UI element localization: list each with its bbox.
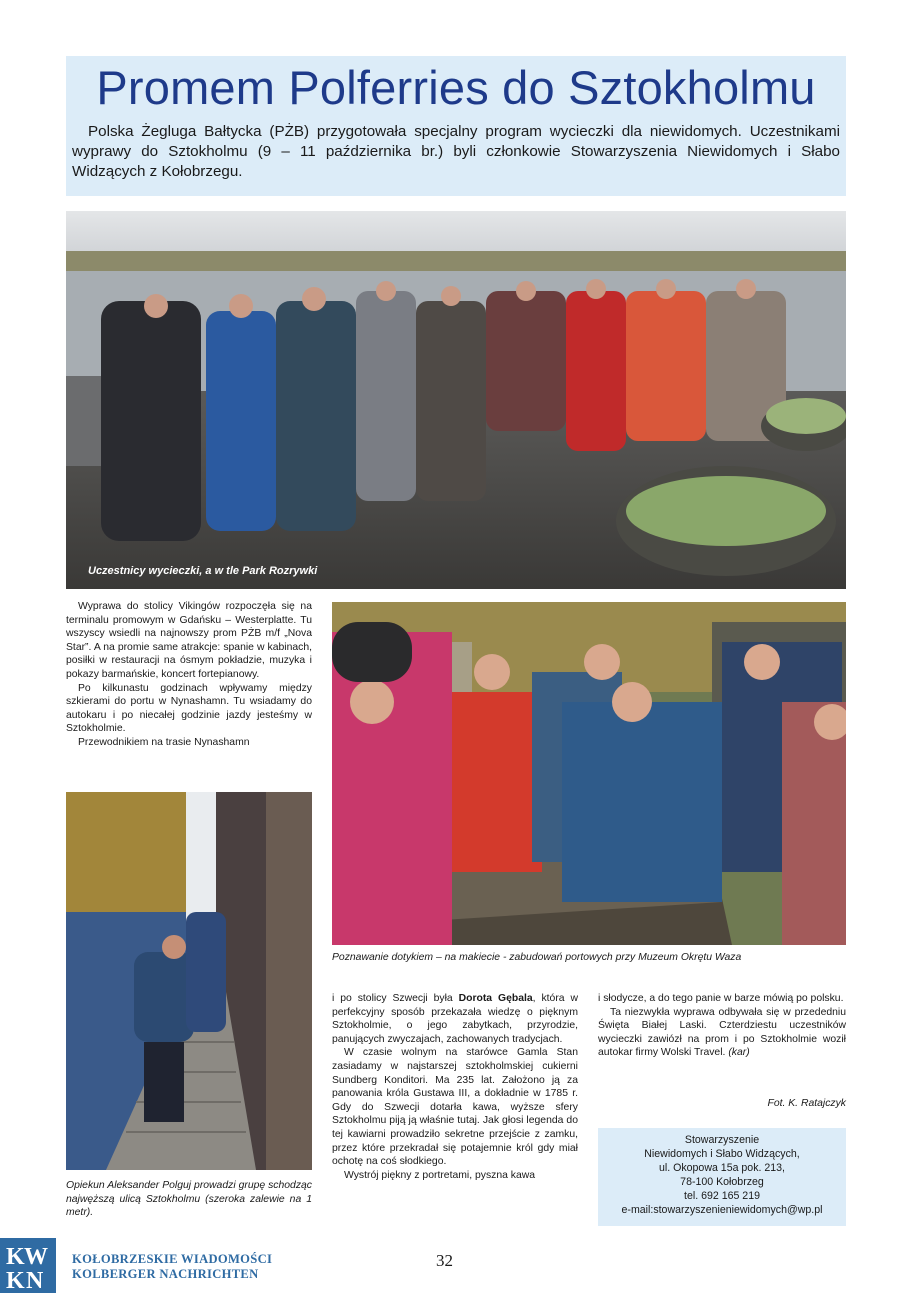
publication-name-german: KOLBERGER NACHRICHTEN xyxy=(72,1267,259,1281)
model-photo-caption: Poznawanie dotykiem – na makiecie - zabudowań portowych przy Muzeum Okrętu Waza xyxy=(332,952,742,963)
group-photo-caption: Uczestnicy wycieczki, a w tle Park Rozrywki xyxy=(88,565,318,577)
paragraph: i słodycze, a do tego panie w barze mówią po polsku. xyxy=(598,993,844,1004)
svg-text:N: N xyxy=(26,1268,44,1293)
paragraph: Przewodnikiem na trasie Nynashamn xyxy=(78,736,250,748)
paragraph: i po stolicy Szwecji była Dorota Gębala, która w perfekcyjny sposób przekazała wiedzę o pięknym Sztokholmie, o jego zabytkach, przyrodzie, panujących zwyczajach, zachowanych tradycjach. xyxy=(332,993,578,1045)
alley-photo-caption: Opiekun Aleksander Polguj prowadzi grupę schodząc najwęższą ulicą Sztokholmu (szeroka zalewie na 1 metr). xyxy=(66,1180,312,1219)
contact-line: Niewidomych i Słabo Widzących, xyxy=(644,1148,800,1160)
contact-line: 78-100 Kołobrzeg xyxy=(680,1176,764,1188)
article-column-2 xyxy=(332,992,578,1182)
svg-text:K: K xyxy=(6,1244,25,1270)
article-header xyxy=(66,56,846,196)
publication-logo xyxy=(0,1238,56,1293)
contact-line: Stowarzyszenie xyxy=(684,1134,760,1146)
alley-photo xyxy=(66,792,312,1170)
association-contact-box xyxy=(598,1128,846,1226)
photo-credit: Fot. K. Ratajczyk xyxy=(767,1098,846,1109)
svg-text:K: K xyxy=(6,1268,25,1293)
paragraph: Wyprawa do stolicy Vikingów rozpoczęła się na terminalu promowym w Gdańsku – Westerplatte. Tu wszyscy wsiedli na najnowszy prom PŻB m/f „Nova Star”. A na promie same atrakcje: spanie w kabinach, posiłki w restauracji na ósmym pokładzie, muzyka i pokazy barmańskie, koncert fortepianowy. xyxy=(66,601,312,680)
article-title: Promem Polferries do Sztokholmu xyxy=(96,61,816,114)
contact-line: ul. Okopowa 15a pok. 213, xyxy=(658,1162,786,1174)
svg-text:W: W xyxy=(24,1244,48,1270)
page-number: 32 xyxy=(436,1251,453,1270)
contact-email: e-mail:stowarzyszenieniewidomych@wp.pl xyxy=(621,1204,823,1216)
paragraph: Po kilkunastu godzinach wpływamy między szkierami do portu w Nynashamn. Tu wsiadamy do autokaru i po niecałej godzinie jazdy jesteśmy w Sztokholmie. xyxy=(66,682,312,735)
article-column-3 xyxy=(598,992,846,1060)
article-column-1 xyxy=(66,600,312,750)
publication-name-polish: KOŁOBRZESKIE WIADOMOŚCI xyxy=(72,1252,273,1266)
article-lead: Polska Żegluga Bałtycka (PŻB) przygotowała specjalny program wycieczki dla niewidomych. Uczestnikami wyprawy do Sztokholmu (9 – 11 października br.) byli członkowie Stowarzyszenia Niewidomych i Słabo Widzących z Kołobrzegu. xyxy=(72,123,840,180)
paragraph: Wystrój piękny z portretami, pyszna kawa xyxy=(344,1169,536,1181)
guide-name: Dorota Gębala xyxy=(458,993,533,1004)
contact-line: tel. 692 165 219 xyxy=(684,1190,760,1202)
paragraph: W czasie wolnym na starówce Gamla Stan zasiadamy w najstarszej sztokholmskiej cukierni Sundberg Konditori. Ma 235 lat. Założono ją za panowania króla Gustawa III, a dokładnie w 1785 r. Gdy do Szwecji dotarła kawa, wyższe sfery Sztokholmu piją ją właśnie tutaj. Jak głosi legenda do tej kawiarni prowadziło sekretne przejście z zamku, przez które przekradał się potajemnie król gdy miał ochotę na coś słodkiego. xyxy=(332,1047,578,1168)
tactile-model-photo xyxy=(332,602,846,945)
publication-name xyxy=(72,1252,272,1282)
author-tag: (kar) xyxy=(728,1047,750,1059)
paragraph: Ta niezwykła wyprawa odbywała się w przededniu Święta Białej Laski. Czterdziestu uczestników wycieczki zawiózł na prom i po Sztokholmie woził autokar firmy Wolski Travel. (kar) xyxy=(598,1006,846,1059)
group-photo xyxy=(66,211,846,589)
